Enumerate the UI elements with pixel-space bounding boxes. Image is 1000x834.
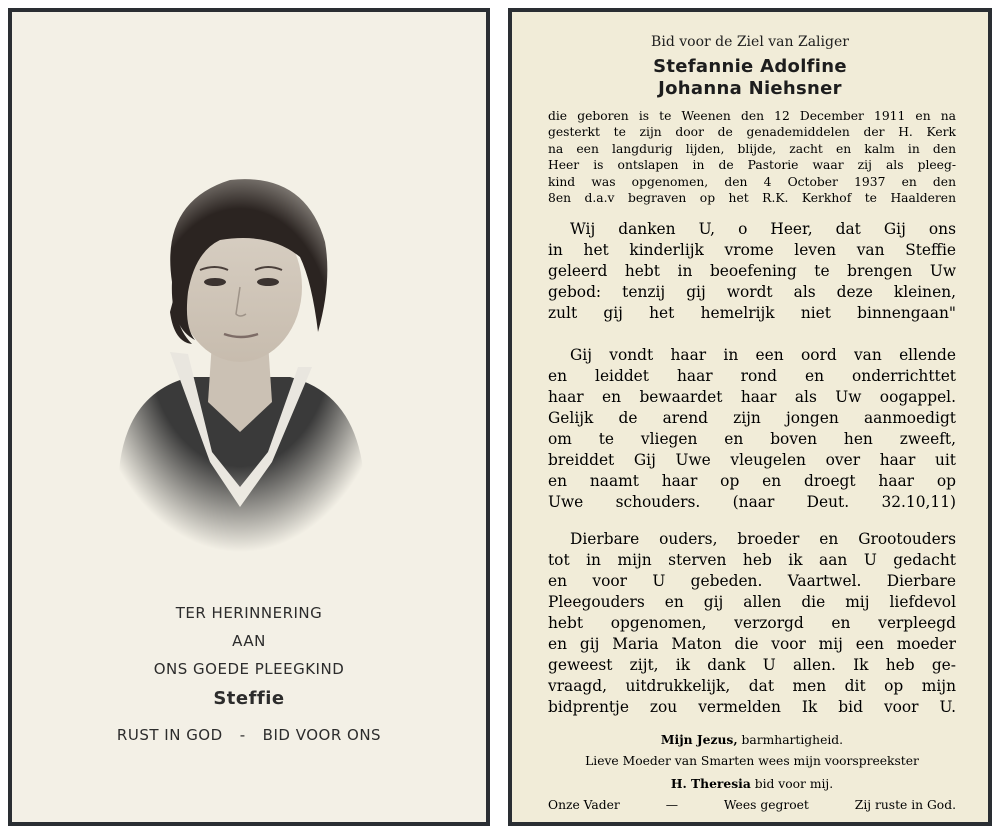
prayer-footer — [12, 726, 486, 744]
paragraph-line: bidprentje zou vermelden Ik bid voor U. — [548, 698, 956, 716]
deceased-name-line1: Stefannie Adolfine — [653, 56, 847, 77]
bio-line: na een langdurig lijden, blijde, zacht en kalm in den — [548, 141, 956, 156]
deceased-nickname: Steffie — [213, 688, 285, 709]
closing-line-moeder: Lieve Moeder van Smarten wees mijn voorspreekster — [585, 754, 919, 768]
paragraph-line: en gij Maria Maton die voor mij een moeder — [548, 635, 956, 653]
closing-line-jezus — [548, 732, 956, 747]
prayer-paragraph-1 — [548, 219, 956, 324]
paragraph-line: Dierbare ouders, broeder en Grootouders — [570, 530, 956, 548]
biography-text — [548, 108, 956, 206]
bio-line: Heer is ontslapen in de Pastorie waar zij als pleeg- — [548, 158, 956, 173]
paragraph-line: zult gij het hemelrijk niet binnengaan" — [548, 304, 956, 322]
paragraph-line: en naamt haar op en droegt haar op — [548, 472, 956, 490]
bio-line: 8en d.a.v begraven op het R.K. Kerkhof te Haalderen — [548, 191, 956, 206]
paragraph-line: geweest zijt, ik dank U allen. Ik heb ge- — [548, 656, 956, 674]
paragraph-line: haar en bewaardet haar als Uw oogappel. — [548, 388, 956, 406]
pray-for-us-text: BID VOOR ONS — [262, 726, 382, 744]
prayer-dash: — — [665, 798, 678, 812]
prayer-paragraph-2 — [548, 345, 956, 513]
card-header: Bid voor de Ziel van Zaliger — [651, 34, 849, 50]
paragraph-line: en voor U gebeden. Vaartwel. Dierbare — [548, 572, 956, 590]
bio-line: gesterkt te zijn door de genademiddelen der H. Kerk — [548, 125, 956, 140]
paragraph-line: breiddet Gij Uwe vleugelen over haar uit — [548, 451, 956, 469]
paragraph-line: gebod: tenzij gij wordt als deze kleinen, — [548, 283, 956, 301]
paragraph-line: geleerd hebt in beoefening te brengen Uw — [548, 262, 956, 280]
prayer-paragraph-3 — [548, 529, 956, 718]
remembrance-to-line: AAN — [232, 632, 266, 650]
paragraph-line: Gelijk de arend zijn jongen aanmoedigt — [548, 409, 956, 427]
closing-emphasis: H. Theresia — [670, 776, 751, 791]
paragraph-line: en leiddet haar rond en onderrichttet — [548, 367, 956, 385]
paragraph-line: Gij vondt haar in een oord van ellende — [570, 346, 956, 364]
closing-emphasis: Mijn Jezus, — [660, 732, 738, 747]
deceased-name-line2: Johanna Niehsner — [658, 78, 842, 99]
memorial-card-back — [508, 8, 992, 826]
paragraph-line: Pleegouders en gij allen die mij liefdevol — [548, 593, 956, 611]
memorial-card-front — [8, 8, 490, 826]
bio-line: kind was opgenomen, den 4 October 1937 en den — [548, 174, 956, 189]
foster-child-line: ONS GOEDE PLEEGKIND — [153, 660, 345, 678]
paragraph-line: Wij danken U, o Heer, dat Gij ons — [570, 220, 956, 238]
paragraph-line: vraagd, uitdrukkelijk, dat men dit op mijn — [548, 677, 956, 695]
paragraph-line: tot in mijn sterven heb ik aan U gedacht — [548, 551, 956, 569]
footer-separator: - — [239, 726, 246, 744]
bio-line: die geboren is te Weenen den 12 December 1911 en na — [548, 109, 956, 123]
prayer-wees-gegroet: Wees gegroet — [723, 798, 809, 812]
remembrance-line: TER HERINNERING — [175, 604, 323, 622]
prayer-onze-vader: Onze Vader — [548, 798, 620, 812]
closing-line-theresia — [548, 776, 956, 791]
paragraph-line: hebt opgenomen, verzorgd en verpleegd — [548, 614, 956, 632]
paragraph-line: om te vliegen en boven hen zweeft, — [548, 430, 956, 448]
portrait-photo — [100, 162, 380, 552]
prayer-zij-ruste: Zij ruste in God. — [854, 798, 956, 812]
paragraph-line: in het kinderlijk vrome leven van Steffie — [548, 241, 956, 259]
rest-in-god-text: RUST IN GOD — [116, 726, 223, 744]
closing-prayers-line — [548, 798, 956, 812]
closing-text: barmhartigheid. — [737, 733, 844, 747]
closing-text: bid voor mij. — [750, 777, 834, 791]
paragraph-line: Uwe schouders. (naar Deut. 32.10,11) — [548, 493, 956, 511]
